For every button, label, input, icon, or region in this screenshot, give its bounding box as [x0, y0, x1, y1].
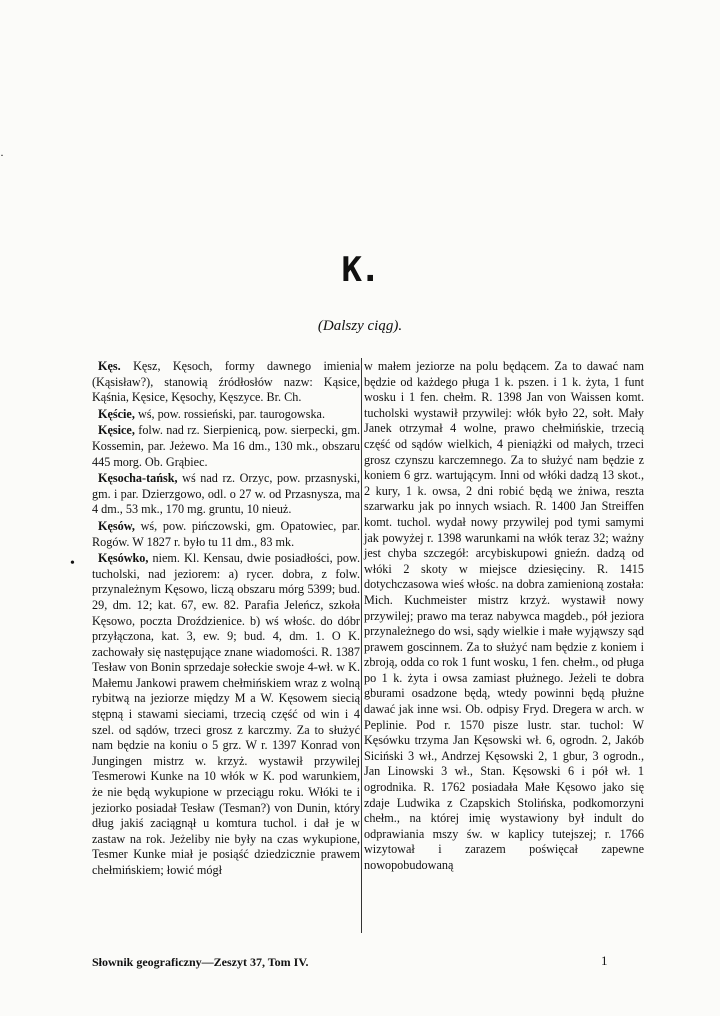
- section-subtitle: (Dalszy ciąg).: [317, 318, 403, 334]
- entry-text: folw. nad rz. Sierpienicą, pow. sierpecki, gm. Kossemin, par. Jeżewo. Ma 16 dm., 130 mk., obszaru 445 morg. Ob. Grąbiec.: [92, 423, 360, 469]
- margin-mark: ·: [0, 148, 4, 162]
- entry-head: Kęsocha-tańsk,: [98, 471, 178, 486]
- continued-text: w małem jeziorze na polu będącem. Za to dawać nam będzie od każdego pługa 1 k. pszen. i 1 k. żyta, 1 funt wosku i 1 fen. chełm. R. 1398 Jan von Waissen komt. tucholski wystawił przywilej: włók było 22, sołt. Mały Janek otrzymał 4 wolne, prawo chełmińskie, trzecią część od sądów wielkich, 4 pieniążki od małych, trzeci grosz czynszu karczemnego. Za to służyć nam będzie z koniem 6 grz. wartującym. Inni od włóki dadzą 13 skot., 2 kury, 1 k. owsa, 2 dni robić będą we żniwa, reszta szarwarku jak po innych wsiach. R. 1400 Jan Streiffen komt. tuchol. wydał nowy przywilej pod tymi samymi jak powyżej r. 1398 warunkami na włók teraz 32; ważny jest chyba szczegół: arcybiskupowi gnieźn. dadzą od włóki 2 skoty w miejsce dziesięciny. R. 1415 dotychczasowa wieś włośc. na dobra zamienioną została: Mich. Kuchmeister mistrz krzyż. wystawił nowy przywilej; prawo ma teraz nabywca magdeb., pół jeziora przynależnego do wsi, sądy wielkie i małe wyjąwszy sąd prawem goscinnem. Za to służyć nam będzie z koniem i zbroją, odda co rok 1 funt wosku, 1 fen. chełm., od pługa po 1 k. żyta i owsa zamiast płużnego. Jeżeli te dobra gburami osadzone będą, wtedy powinni będą płużne dawać jak inne wsi. Ob. odpisy Fryd. Dregera w arch. w Peplinie. Pod r. 1570 pisze lustr. star. tuchol: W Kęsówku trzyma Jan Kęsowski wł. 6, ogrodn. 2, Jakób Siciński 3 wł., Andrzej Kęsowski 2, 1 gbur, 3 ogrodn., Jan Linowski 3 wł., Stan. Kęsowski 6 i pół wł. 1 ogrodnika. R. 1762 posiadała Małe Kęsowo jako się zdaje Ludwika z Czapskich Stolińska, podkomorzyni chełm., na której imię wystawiony był indult do odprawiania mszy św. w kaplicy tutejszej; r. 1766 wizytował i zarazem poświęcał zapewne nowopobudowaną: [364, 359, 644, 872]
- entry-text: wś, pow. pińczowski, gm. Opatowiec, par. Rogów. W 1827 r. było tu 11 dm., 83 mk.: [92, 518, 360, 549]
- entry: [92, 407, 360, 423]
- entry-head: Kęście,: [98, 406, 135, 421]
- entry-text: Kęsz, Kęsoch, formy dawnego imienia (Kąsisław?), stanowią źródłosłów nazw: Kąsice, Kąśnia, Kęsice, Kęsochy, Kęszyce. Br. Ch.: [92, 359, 360, 405]
- entry-text: wś, pow. rossieński, par. taurogowska.: [134, 406, 326, 421]
- margin-bullet: •: [70, 556, 75, 571]
- section-letter: K.: [341, 250, 379, 290]
- right-column: [364, 359, 644, 875]
- entry: [92, 359, 360, 406]
- entry-head: Kęsówko,: [98, 551, 149, 566]
- left-column: [92, 359, 360, 880]
- entry: [92, 471, 360, 518]
- column-divider: [361, 358, 362, 933]
- entry: [92, 551, 360, 878]
- entry-head: Kęs.: [98, 359, 121, 373]
- entry-head: Kęsice,: [98, 423, 135, 438]
- entry-head: Kęsów,: [98, 518, 135, 533]
- footer-title: Słownik geograficzny—Zeszyt 37, Tom IV.: [92, 955, 309, 969]
- entry-text: niem. Kl. Kensau, dwie posiadłości, pow. tucholski, nad jeziorem: a) rycer. dobra, z folw. przynależnym Kęsowo, liczą obszaru mórg 5399; bud. 29, dm. 12; kat. 67, ew. 82. Parafia Jeleńcz, szkoła Kęsowo, poczta Droździenice. b) wś włośc. do dóbr przyłączona, kat. 3, ew. 9; bud. 4, dm. 1. O K. zachowały się następujące znane wiadomości. R. 1387 Tesław von Bonin sprzedaje sołeckie swoje 4-wł. w K. Małemu Jankowi prawem chełmińskiem wraz z wolną rybitwą na jeziorze między M a W. Kęsowem siecią stępną i stawami sieciami, trzecią część od win i 4 szel. od sądów, trzeci grosz z karczmy. Za to służyć nam będzie na koniu o 5 grz. W r. 1397 Konrad von Jungingen mistrz w. krzyż. wystawił przywilej Tesmerowi Kunke na 10 włók w K. pod warunkiem, że nie będą wykupione w przeciągu roku. Włóki te i jeziorko posiadał Tesław (Tesman?) von Dunin, który dług jakiś zaciągnął u komtura tuchol. i dał je w zastaw na rok. Jeżeliby nie były na czas wykupione, Tesmer Kunke miał je posiąść dziedzicznie prawem chełmińskiem; łowić mógł: [92, 551, 360, 877]
- entry-text: wś nad rz. Orzyc, pow. przasnyski, gm. i par. Dzierzgowo, odl. o 27 w. od Przasnysza, ma 4 dm., 53 mk., 170 mg. gruntu, 10 nieuż.: [92, 471, 360, 517]
- entry: [92, 519, 360, 550]
- page-number: 1: [601, 953, 608, 968]
- entry: [92, 423, 360, 470]
